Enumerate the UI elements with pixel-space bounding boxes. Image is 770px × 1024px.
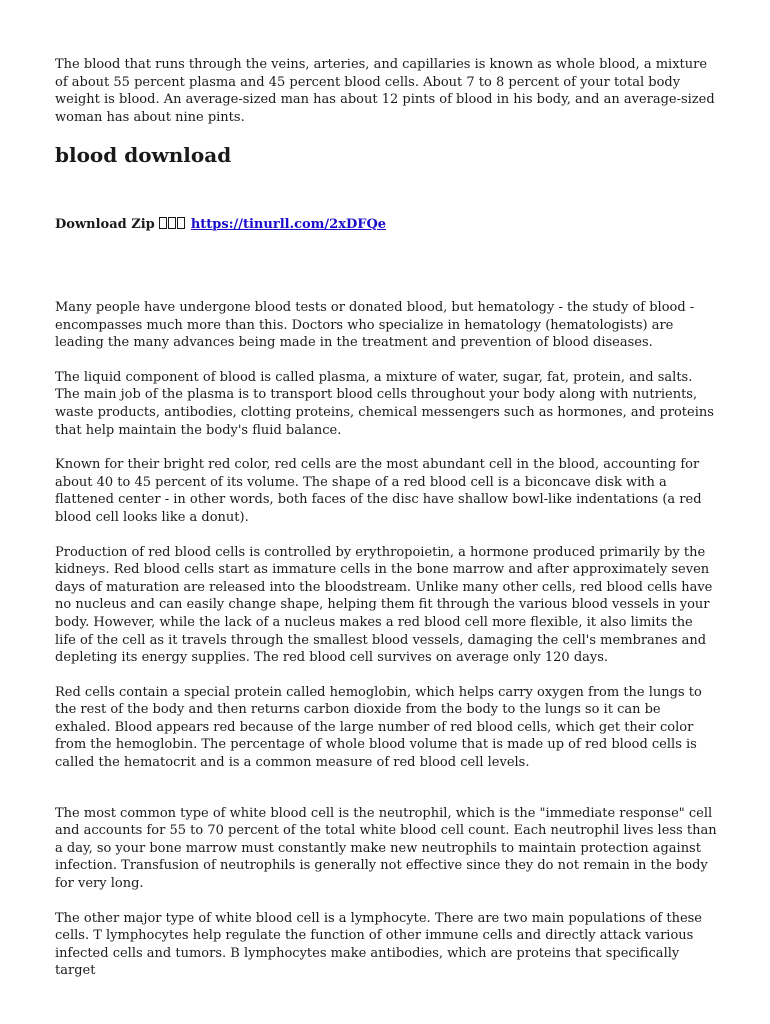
paragraph: Known for their bright red color, red cells are the most abundant cell in the blood, accounting for about 40 to 45 percent of its volume. The shape of a red blood cell is a biconcave disk with a flattened center - in other words, both faces of the disc have shallow bowl-like indentations (a red blood cell looks like a donut). — [55, 457, 702, 525]
article-body — [55, 299, 717, 997]
download-line — [55, 216, 386, 234]
download-link[interactable]: https://tinurll.com/2xDFQe — [190, 217, 387, 232]
paragraph: The liquid component of blood is called plasma, a mixture of water, sugar, fat, protein, and salts. The main job of the plasma is to transport blood cells throughout your body along with nutrients, waste products, antibodies, clotting proteins, chemical messengers such as hormones, and proteins that help maintain the body's fluid balance. — [55, 369, 714, 438]
missing-glyph-icon — [159, 216, 186, 234]
paragraph: Many people have undergone blood tests or donated blood, but hematology - the study of blood - encompasses much more than this. Doctors who specialize in hematology (hematologists) are leading the many advances being made in the treatment and prevention of blood diseases. — [55, 300, 695, 351]
paragraph: The other major type of white blood cell is a lymphocyte. There are two main populations of these cells. T lymphocytes help regulate the function of other immune cells and directly attack various infected cells and tumors. B lymphocytes make antibodies, which are proteins that specifically target — [55, 910, 702, 979]
paragraph: Red cells contain a special protein called hemoglobin, which helps carry oxygen from the lungs to the rest of the body and then returns carbon dioxide from the body to the lungs so it can be exhaled. Blood appears red because of the large number of red blood cells, which get their color from the hemoglobin. The percentage of whole blood volume that is made up of red blood cells is called the hematocrit and is a common measure of red blood cell levels. — [55, 684, 702, 771]
paragraph: Production of red blood cells is controlled by erythropoietin, a hormone produced primarily by the kidneys. Red blood cells start as immature cells in the bone marrow and after approximately seven days of maturation are released into the bloodstream. Unlike many other cells, red blood cells have no nucleus and can easily change shape, helping them fit through the various blood vessels in your body. However, while the lack of a nucleus makes a red blood cell more flexible, it also limits the life of the cell as it travels through the smallest blood vessels, damaging the cell's membranes and depleting its energy supplies. The red blood cell survives on average only 120 days. — [55, 544, 713, 666]
page-heading: blood download — [55, 143, 232, 167]
paragraph: The most common type of white blood cell is the neutrophil, which is the "immediate response" cell and accounts for 55 to 70 percent of the total white blood cell count. Each neutrophil lives less than a day, so your bone marrow must constantly make new neutrophils to maintain protection against infection. Transfusion of neutrophils is generally not effective since they do not remain in the body for very long. — [55, 805, 717, 892]
intro-paragraph: The blood that runs through the veins, arteries, and capillaries is known as whole blood, a mixture of about 55 percent plasma and 45 percent blood cells. About 7 to 8 percent of your total body weight is blood. An average-sized man has about 12 pints of blood in his body, and an average-sized woman has about nine pints. — [55, 57, 715, 125]
download-label: Download Zip — [55, 217, 155, 232]
